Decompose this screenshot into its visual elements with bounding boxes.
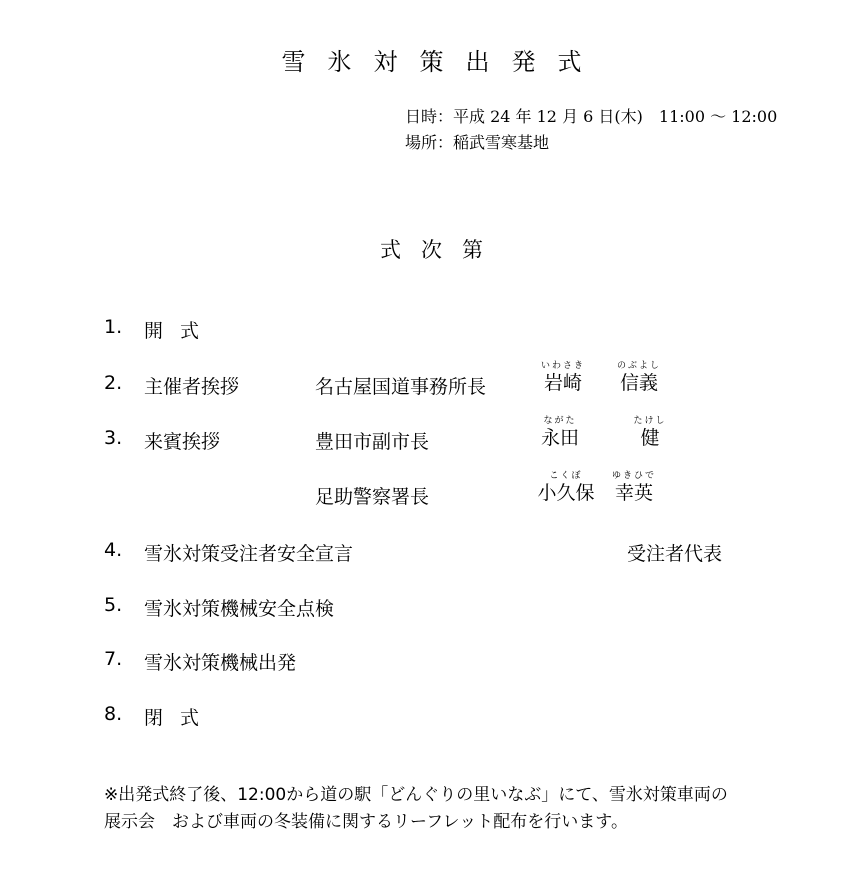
speaker-title: 豊田市副市長	[315, 431, 430, 453]
furigana: ゆきひで	[611, 471, 656, 481]
speaker-title: 受注者代表	[627, 543, 723, 565]
item-label: 開式	[144, 320, 217, 342]
furigana: いわさき	[540, 361, 585, 371]
item-label: 雪氷対策機械安全点検	[144, 598, 335, 620]
item-number: 2.	[104, 372, 123, 394]
furigana: ながた	[543, 416, 577, 426]
speaker-surname	[534, 471, 598, 505]
event-date: 日時：平成 24 年 12 月 6 日(木) 11:00 ～ 12:00	[405, 107, 778, 126]
item-number: 4.	[104, 539, 123, 561]
item-label: 雪氷対策機械出発	[144, 652, 297, 674]
furigana: こくぼ	[549, 471, 583, 481]
item-number: 8.	[104, 703, 123, 725]
surname-kanji: 小久保	[537, 482, 595, 504]
speaker-given-name	[630, 416, 670, 450]
program-heading: 式次第	[380, 238, 503, 262]
given-kanji: 信義	[619, 372, 658, 394]
item-number: 3.	[104, 427, 123, 449]
furigana: のぶよし	[616, 361, 661, 371]
speaker-surname	[538, 361, 588, 395]
event-place: 場所：稲武雪寒基地	[405, 133, 550, 152]
footnote-line: 展示会 および車両の冬装備に関するリーフレット配布を行います。	[104, 812, 628, 832]
document-title: 雪氷対策出発式	[281, 48, 604, 76]
speaker-surname	[538, 416, 582, 450]
given-kanji: 健	[640, 427, 660, 449]
speaker-given-name	[614, 361, 664, 395]
speaker-title: 足助警察署長	[315, 486, 430, 508]
item-label: 来賓挨拶	[144, 431, 221, 453]
item-label: 主催者挨拶	[144, 376, 240, 398]
surname-kanji: 岩崎	[543, 372, 582, 394]
footnote-line: ※出発式終了後、12:00から道の駅「どんぐりの里いなぶ」にて、雪氷対策車両の	[104, 785, 728, 805]
furigana: たけし	[633, 416, 667, 426]
footnote	[104, 782, 728, 836]
surname-kanji: 永田	[540, 427, 579, 449]
item-label: 雪氷対策受注者安全宣言	[144, 543, 354, 565]
speaker-title: 名古屋国道事務所長	[315, 376, 487, 398]
item-number: 7.	[104, 648, 123, 670]
item-number: 1.	[104, 316, 123, 338]
given-kanji: 幸英	[614, 482, 653, 504]
item-number: 5.	[104, 594, 123, 616]
item-label: 閉式	[144, 707, 217, 729]
speaker-given-name	[608, 471, 660, 505]
